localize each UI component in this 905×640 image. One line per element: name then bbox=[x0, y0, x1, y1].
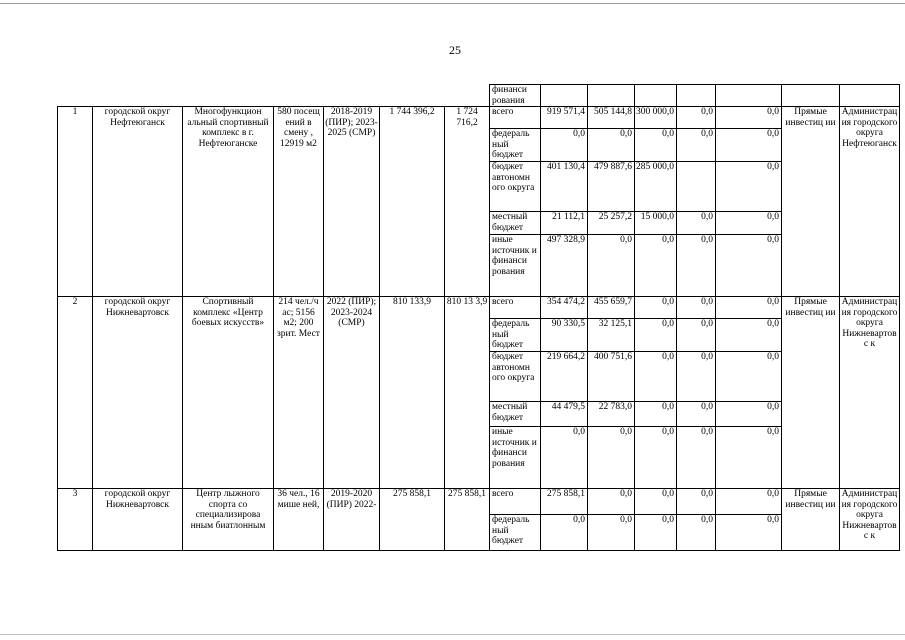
source-label: финанси рования bbox=[490, 85, 541, 107]
value-cell: 0,0 bbox=[716, 297, 782, 319]
mechanism: Прямые инвестиц ии bbox=[782, 107, 840, 297]
value-cell: 0,0 bbox=[677, 402, 716, 427]
scan-bottom-edge bbox=[0, 634, 905, 635]
value-cell: 0,0 bbox=[635, 489, 677, 515]
value-cell: 0,0 bbox=[716, 319, 782, 352]
source-label: всего bbox=[490, 489, 541, 515]
source-label: бюджет автономн ого округа bbox=[490, 352, 541, 402]
value-cell: 0,0 bbox=[716, 427, 782, 489]
value-cell: 505 144,8 bbox=[588, 107, 635, 129]
remaining-cost: 1 724 716,2 bbox=[445, 107, 490, 297]
remaining-cost: 275 858,1 bbox=[445, 489, 490, 551]
value-cell: 0,0 bbox=[635, 129, 677, 162]
value-cell: 275 858,1 bbox=[541, 489, 588, 515]
customer: Администрац ия городского округа Нижневартовс к bbox=[840, 489, 900, 551]
value-cell: 285 000,0 bbox=[635, 162, 677, 212]
value-cell: 219 664,2 bbox=[541, 352, 588, 402]
period: 2022 (ПИР); 2023-2024 (СМР) bbox=[324, 297, 380, 489]
value-cell: 0,0 bbox=[635, 352, 677, 402]
value-cell: 0,0 bbox=[541, 427, 588, 489]
value-cell: 0,0 bbox=[716, 235, 782, 297]
period: 2018-2019 (ПИР); 2023-2025 (СМР) bbox=[324, 107, 380, 297]
value-cell: 300 000,0 bbox=[635, 107, 677, 129]
value-cell: 0,0 bbox=[716, 352, 782, 402]
municipality: городской округ Нижневартовск bbox=[93, 297, 183, 489]
table-row bbox=[58, 107, 900, 129]
value-cell: 0,0 bbox=[677, 352, 716, 402]
source-label: федераль ный бюджет bbox=[490, 515, 541, 551]
source-label: иные источник и финанси рования bbox=[490, 235, 541, 297]
total-cost: 1 744 396,2 bbox=[380, 107, 445, 297]
table-row bbox=[58, 489, 900, 515]
source-label: иные источник и финанси рования bbox=[490, 427, 541, 489]
municipality: городской округ Нефтеюганск bbox=[93, 107, 183, 297]
value-cell: 0,0 bbox=[635, 515, 677, 551]
source-label: бюджет автономн ого округа bbox=[490, 162, 541, 212]
object-name: Многофункцион альный спортивный комплекс в г. Нефтеюганске bbox=[183, 107, 274, 297]
project-number: 1 bbox=[58, 107, 93, 297]
value-cell: 0,0 bbox=[716, 515, 782, 551]
capacity: 214 чел./ч ас; 5156 м2; 200 зрит. Мест bbox=[274, 297, 324, 489]
project-number: 3 bbox=[58, 489, 93, 551]
value-cell: 21 112,1 bbox=[541, 212, 588, 235]
value-cell: 0,0 bbox=[588, 427, 635, 489]
source-label: всего bbox=[490, 107, 541, 129]
source-label: федераль ный бюджет bbox=[490, 319, 541, 352]
value-cell: 0,0 bbox=[677, 107, 716, 129]
value-cell: 497 328,9 bbox=[541, 235, 588, 297]
source-label: всего bbox=[490, 297, 541, 319]
value-cell: 0,0 bbox=[677, 319, 716, 352]
total-cost: 275 858,1 bbox=[380, 489, 445, 551]
source-label: федераль ный бюджет bbox=[490, 129, 541, 162]
value-cell: 0,0 bbox=[635, 402, 677, 427]
value-cell: 400 751,6 bbox=[588, 352, 635, 402]
value-cell: 354 474,2 bbox=[541, 297, 588, 319]
value-cell: 0,0 bbox=[716, 489, 782, 515]
page-number: 25 bbox=[449, 43, 461, 57]
value-cell: 0,0 bbox=[677, 212, 716, 235]
value-cell: 0,0 bbox=[588, 129, 635, 162]
value-cell: 0,0 bbox=[677, 129, 716, 162]
value-cell: 0,0 bbox=[677, 235, 716, 297]
value-cell: 25 257,2 bbox=[588, 212, 635, 235]
value-cell: 0,0 bbox=[716, 162, 782, 212]
value-cell: 919 571,4 bbox=[541, 107, 588, 129]
value-cell: 0,0 bbox=[541, 129, 588, 162]
value-cell: 0,0 bbox=[541, 515, 588, 551]
mechanism: Прямые инвестиц ии bbox=[782, 489, 840, 551]
remaining-cost: 810 13 3,9 bbox=[445, 297, 490, 489]
value-cell: 0,0 bbox=[716, 402, 782, 427]
capacity: 580 посещ ений в смену , 12919 м2 bbox=[274, 107, 324, 297]
value-cell: 44 479,5 bbox=[541, 402, 588, 427]
mechanism: Прямые инвестиц ии bbox=[782, 297, 840, 489]
capacity: 36 чел., 16 мише ней, bbox=[274, 489, 324, 551]
value-cell: 0,0 bbox=[677, 297, 716, 319]
municipality: городской округ Нижневартовск bbox=[93, 489, 183, 551]
continuation-row bbox=[58, 85, 900, 107]
value-cell: 15 000,0 bbox=[635, 212, 677, 235]
table-row bbox=[58, 297, 900, 319]
value-cell: 401 130,4 bbox=[541, 162, 588, 212]
period: 2019-2020 (ПИР) 2022- bbox=[324, 489, 380, 551]
value-cell: 32 125,1 bbox=[588, 319, 635, 352]
value-cell: 0,0 bbox=[716, 129, 782, 162]
value-cell: 0,0 bbox=[588, 235, 635, 297]
customer: Администрац ия городского округа Нефтеюганск bbox=[840, 107, 900, 297]
value-cell: 0,0 bbox=[588, 515, 635, 551]
investment-table bbox=[57, 84, 900, 551]
value-cell: 0,0 bbox=[716, 107, 782, 129]
value-cell: 0,0 bbox=[635, 319, 677, 352]
project-number: 2 bbox=[58, 297, 93, 489]
value-cell: 22 783,0 bbox=[588, 402, 635, 427]
value-cell: 0,0 bbox=[635, 427, 677, 489]
value-cell bbox=[677, 162, 716, 212]
customer: Администрац ия городского округа Нижневартовс к bbox=[840, 297, 900, 489]
value-cell: 455 659,7 bbox=[588, 297, 635, 319]
total-cost: 810 133,9 bbox=[380, 297, 445, 489]
value-cell: 0,0 bbox=[677, 427, 716, 489]
object-name: Спортивный комплекс «Центр боевых искусств» bbox=[183, 297, 274, 489]
value-cell: 0,0 bbox=[635, 235, 677, 297]
value-cell: 0,0 bbox=[635, 297, 677, 319]
value-cell: 90 330,5 bbox=[541, 319, 588, 352]
source-label: местный бюджет bbox=[490, 212, 541, 235]
scan-top-edge bbox=[0, 3, 905, 4]
value-cell: 0,0 bbox=[716, 212, 782, 235]
object-name: Центр лыжного спорта со специализирова нным биатлонным bbox=[183, 489, 274, 551]
value-cell: 0,0 bbox=[677, 515, 716, 551]
value-cell: 0,0 bbox=[588, 489, 635, 515]
value-cell: 0,0 bbox=[677, 489, 716, 515]
value-cell: 479 887,6 bbox=[588, 162, 635, 212]
source-label: местный бюджет bbox=[490, 402, 541, 427]
